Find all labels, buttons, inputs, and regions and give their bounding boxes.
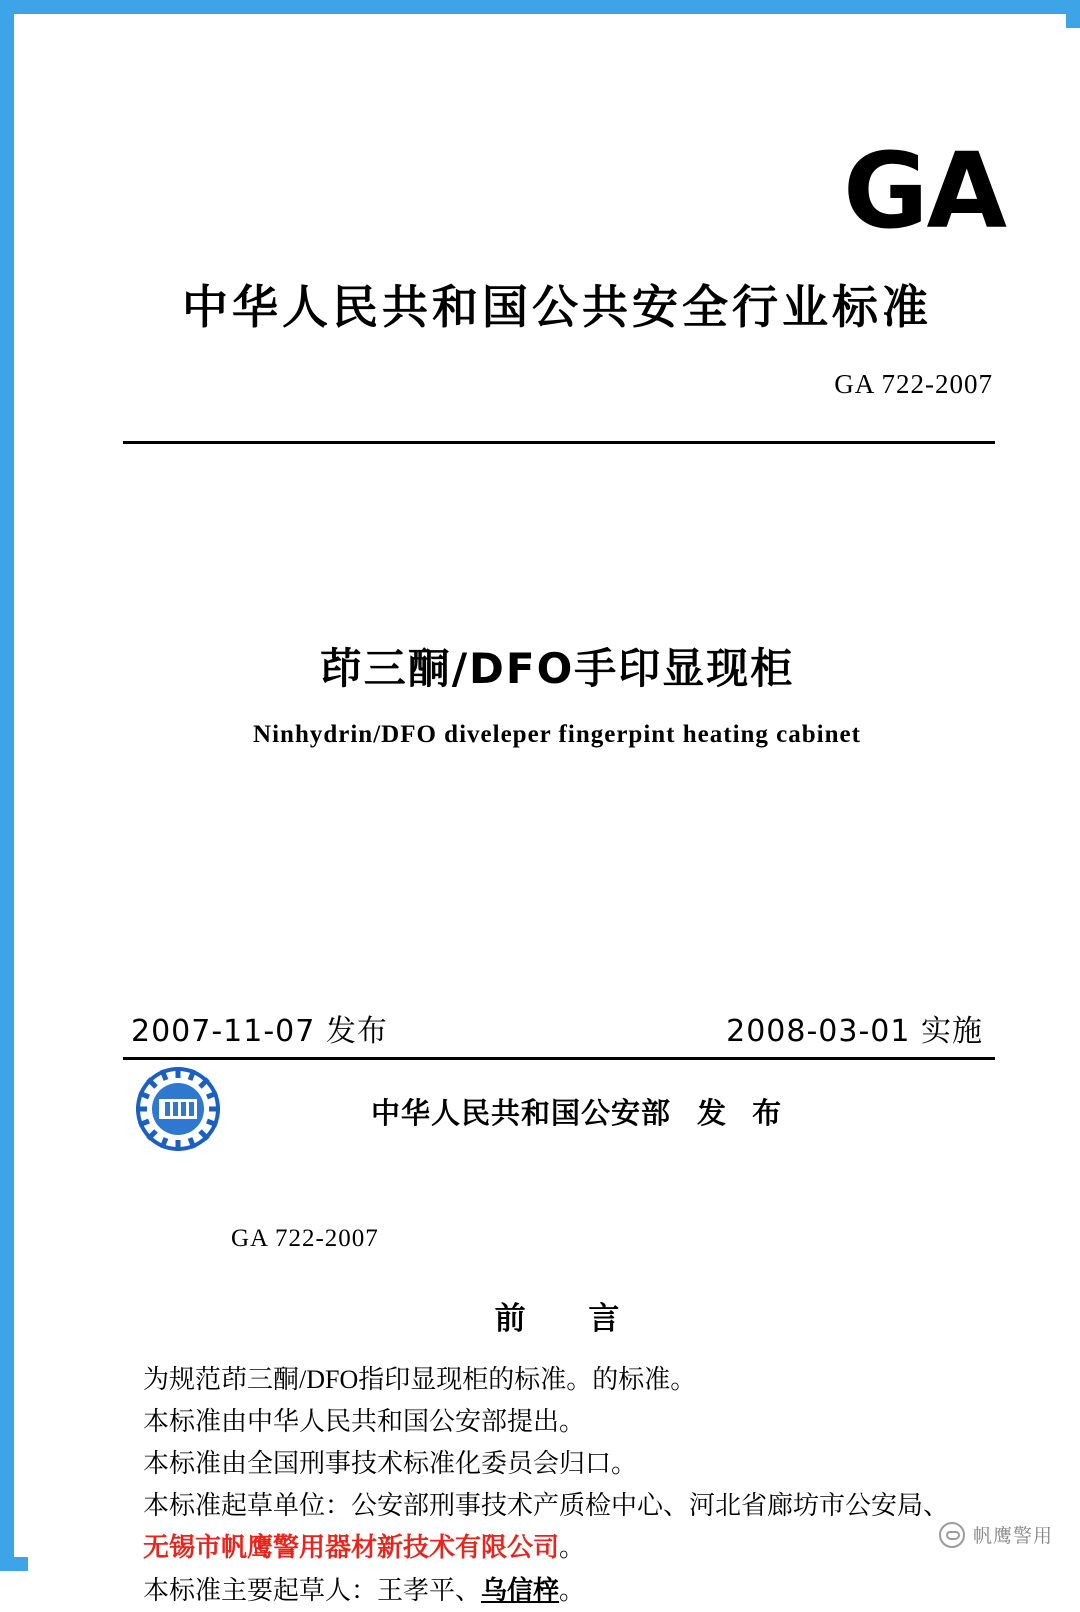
author-name-underlined: 乌信梓 <box>481 1575 560 1605</box>
ministry-of-public-security-emblem-icon <box>135 1066 221 1152</box>
publisher-verb: 发 布 <box>697 1096 790 1130</box>
standard-number: GA 722-2007 <box>834 369 993 399</box>
drafting-company-suffix: 。 <box>559 1533 586 1563</box>
foreword-heading: 前 言 <box>494 1301 646 1337</box>
standard-title-cn: 中华人民共和国公共安全行业标准 <box>182 280 932 334</box>
issue-date: 2007-11-07 发布 <box>131 1014 388 1049</box>
cover-section <box>31 31 1080 1166</box>
authors-prefix: 本标准主要起草人：王孝平、 <box>143 1575 482 1605</box>
publisher <box>371 1091 789 1132</box>
watermark-badge <box>939 1521 1053 1548</box>
document-title-cn: 茚三酮/DFO手印显现柜 <box>319 644 795 693</box>
publisher-name: 中华人民共和国公安部 <box>371 1096 672 1130</box>
foreword-line: 本标准由全国刑事技术标准化委员会归口。 <box>143 1449 638 1479</box>
effective-date: 2008-03-01 实施 <box>726 1014 983 1049</box>
drafting-company-highlight: 无锡市帆鹰警用器材新技术有限公司 <box>143 1533 560 1564</box>
foreword-section <box>31 1181 1080 1605</box>
authors-suffix: 。 <box>559 1575 586 1605</box>
document-page <box>28 28 1080 1605</box>
foreword-authors-line <box>143 1570 1003 1612</box>
document-title-en: Ninhydrin/DFO diveleper fingerpint heating cabinet <box>253 721 861 748</box>
ga-mark: GA <box>843 130 1005 252</box>
watermark-label: 帆鹰警用 <box>972 1525 1053 1547</box>
header-divider <box>123 441 995 444</box>
foreword-line: 本标准起草单位：公安部刑事技术产质检中心、河北省廊坊市公安局、 <box>143 1491 950 1521</box>
foreword-line: 本标准由中华人民共和国公安部提出。 <box>143 1407 586 1437</box>
foreword-drafting-company-line <box>143 1527 1003 1569</box>
foreword-standard-number: GA 722-2007 <box>231 1225 379 1252</box>
wechat-account-icon <box>939 1522 965 1548</box>
footer-divider <box>123 1057 995 1060</box>
foreword-body <box>143 1359 1003 1612</box>
foreword-line: 为规范茚三酮/DFO指印显现柜的标准。的标准。 <box>143 1365 697 1394</box>
